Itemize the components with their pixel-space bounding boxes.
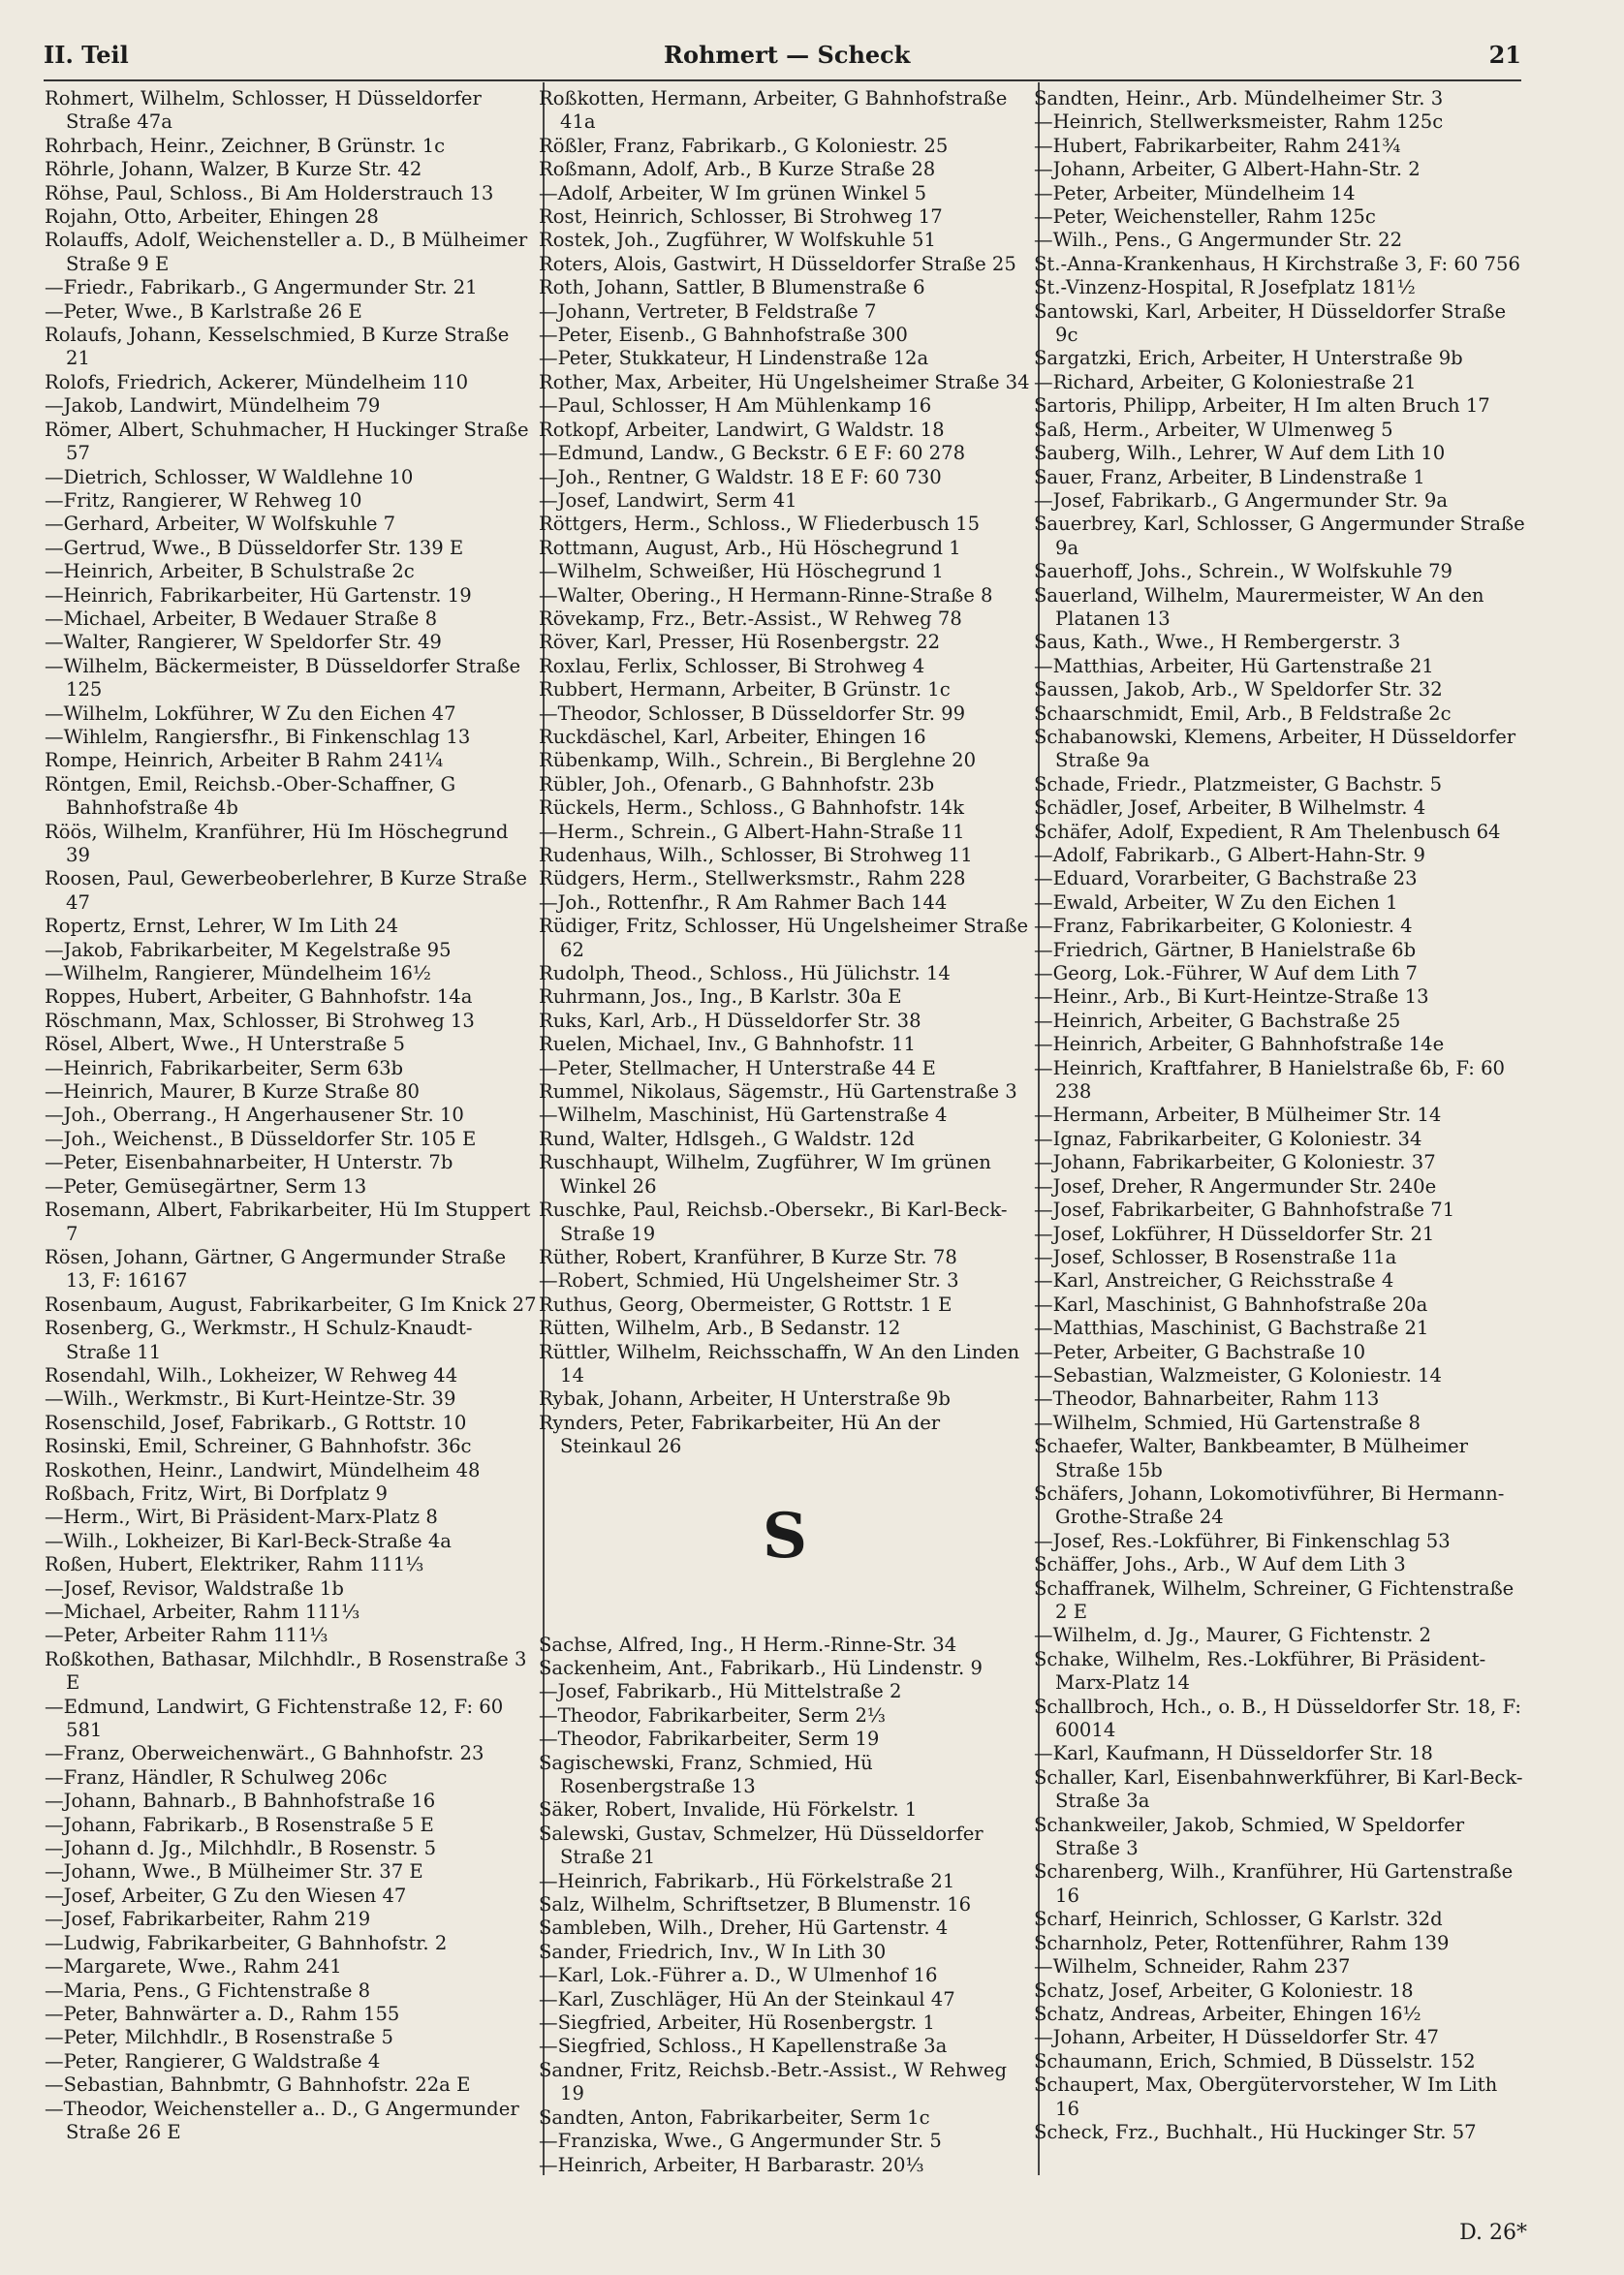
directory-entry: Ruschhaupt, Wilhelm, Zugführer, W Im grünen Winkel 26 — [539, 1151, 991, 1198]
directory-entry: Röös, Wilhelm, Kranführer, Hü Im Höschegrund 39 — [45, 820, 509, 866]
directory-entry: Sackenheim, Ant., Fabrikarb., Hü Lindenstr. 9 — [539, 1656, 983, 1679]
directory-entry: —Peter, Bahnwärter a. D., Rahm 155 — [45, 2002, 400, 2025]
directory-entry: —Johann, Arbeiter, G Albert-Hahn-Str. 2 — [1034, 158, 1421, 181]
directory-entry: —Heinrich, Kraftfahrer, B Hanielstraße 6b, F: 60 238 — [1034, 1056, 1505, 1104]
directory-entry: Rotkopf, Arbeiter, Landwirt, G Waldstr. 18 — [539, 418, 945, 441]
directory-entry: Rolauffs, Adolf, Weichensteller a. D., B Mülheimer Straße 9 E — [45, 229, 528, 275]
directory-entry: —Herm., Wirt, Bi Präsident-Marx-Platz 8 — [45, 1506, 438, 1529]
directory-entry: —Josef, Fabrikarb., Hü Mittelstraße 2 — [539, 1680, 902, 1703]
directory-entry: Ruckdäschel, Karl, Arbeiter, Ehingen 16 — [539, 725, 926, 748]
directory-entry: Roppes, Hubert, Arbeiter, G Bahnhofstr. 14a — [45, 985, 473, 1009]
directory-entry: Sandten, Heinr., Arb. Mündelheimer Str. 3 — [1034, 87, 1444, 109]
directory-entry: —Theodor, Weichensteller a.. D., G Angermunder Straße 26 E — [45, 2097, 519, 2143]
directory-entry: —Peter, Arbeiter, G Bachstraße 10 — [1034, 1340, 1366, 1363]
directory-entry: —Josef, Landwirt, Serm 41 — [539, 488, 797, 512]
directory-entry: Saß, Herm., Arbeiter, W Ulmenweg 5 — [1034, 418, 1393, 441]
directory-entry: Schaumann, Erich, Schmied, B Düsselstr. 152 — [1034, 2049, 1476, 2072]
directory-entry: Rückels, Herm., Schloss., G Bahnhofstr. 14k — [539, 796, 965, 820]
directory-entry: —Walter, Rangierer, W Speldorfer Str. 49 — [45, 631, 442, 654]
directory-entry: Säker, Robert, Invalide, Hü Förkelstr. 1 — [539, 1798, 918, 1822]
directory-entry: Rojahn, Otto, Arbeiter, Ehingen 28 — [45, 205, 379, 229]
directory-entry: Roxlau, Ferlix, Schlosser, Bi Strohweg 4 — [539, 654, 925, 677]
directory-entry: —Wilhelm, Schweißer, Hü Höschegrund 1 — [539, 560, 944, 583]
directory-entry: Roßen, Hubert, Elektriker, Rahm 111⅓ — [45, 1553, 424, 1576]
directory-entry: —Josef, Revisor, Waldstraße 1b — [45, 1576, 344, 1600]
directory-entry: Schaefer, Walter, Bankbeamter, B Mülheimer Straße 15b — [1034, 1435, 1469, 1481]
directory-entry: St.-Anna-Krankenhaus, H Kirchstraße 3, F: 60 756 — [1034, 252, 1520, 275]
directory-entry: Sander, Friedrich, Inv., W In Lith 30 — [539, 1940, 887, 1963]
directory-entry: Sauerland, Wilhelm, Maurermeister, W An den Platanen 13 — [1034, 583, 1484, 630]
directory-entry: —Jakob, Fabrikarbeiter, M Kegelstraße 95 — [45, 938, 452, 961]
directory-entry: Roßkothen, Bathasar, Milchhdlr., B Rosenstraße 3 E — [45, 1647, 527, 1695]
directory-entry: Schaffranek, Wilhelm, Schreiner, G Fichtenstraße 2 E — [1034, 1576, 1515, 1623]
directory-entry: —Jakob, Landwirt, Mündelheim 79 — [45, 394, 381, 418]
directory-entry: —Johann, Wwe., B Mülheimer Str. 37 E — [45, 1860, 423, 1884]
directory-entry: Schatz, Andreas, Arbeiter, Ehingen 16½ — [1034, 2002, 1421, 2025]
directory-entry: Sandten, Anton, Fabrikarbeiter, Serm 1c — [539, 2105, 930, 2129]
directory-entry: —Peter, Gemüsegärtner, Serm 13 — [45, 1174, 367, 1198]
directory-entry: Roßbach, Fritz, Wirt, Bi Dorfplatz 9 — [45, 1481, 388, 1505]
directory-entry: —Josef, Fabrikarbeiter, Rahm 219 — [45, 1908, 371, 1931]
directory-entry: Roßmann, Adolf, Arb., B Kurze Straße 28 — [539, 158, 936, 181]
directory-entry: Salz, Wilhelm, Schriftsetzer, B Blumenstr. 16 — [539, 1893, 972, 1917]
directory-entry: —Karl, Zuschläger, Hü An der Steinkaul 47 — [539, 1987, 955, 2010]
directory-entry: —Ewald, Arbeiter, W Zu den Eichen 1 — [1034, 890, 1398, 914]
header-rule — [44, 79, 1521, 81]
directory-entry: Roosen, Paul, Gewerbeoberlehrer, B Kurze Straße 47 — [45, 867, 527, 914]
directory-entry: Scharf, Heinrich, Schlosser, G Karlstr. 32d — [1034, 1908, 1443, 1931]
column-1 — [45, 87, 537, 2144]
directory-entry: —Josef, Fabrikarb., G Angermunder Str. 9a — [1034, 488, 1448, 512]
directory-entry: —Karl, Lok.-Führer a. D., W Ulmenhof 16 — [539, 1964, 938, 1987]
directory-entry: —Sebastian, Walzmeister, G Koloniestr. 14 — [1034, 1363, 1442, 1387]
directory-entry: —Heinrich, Maurer, B Kurze Straße 80 — [45, 1080, 420, 1104]
directory-entry: —Matthias, Maschinist, G Bachstraße 21 — [1034, 1317, 1429, 1340]
directory-entry: —Edmund, Landwirt, G Fichtenstraße 12, F: 60 581 — [45, 1695, 504, 1742]
directory-entry: Scheck, Frz., Buchhalt., Hü Huckinger Str. 57 — [1034, 2120, 1477, 2143]
column-2-r-entries — [539, 87, 1031, 1459]
directory-entry: Sambleben, Wilh., Dreher, Hü Gartenstr. 4 — [539, 1917, 949, 1940]
directory-entry: Rohrbach, Heinr., Zeichner, B Grünstr. 1c — [45, 134, 446, 157]
directory-entry: —Franziska, Wwe., G Angermunder Str. 5 — [539, 2130, 942, 2153]
directory-entry: Rolaufs, Johann, Kesselschmied, B Kurze Straße 21 — [45, 324, 510, 370]
directory-entry: St.-Vinzenz-Hospital, R Josefplatz 181½ — [1034, 276, 1416, 299]
directory-entry: Ruhrmann, Jos., Ing., B Karlstr. 30a E — [539, 985, 902, 1009]
directory-entry: —Ignaz, Fabrikarbeiter, G Koloniestr. 34 — [1034, 1127, 1422, 1150]
directory-entry: —Sebastian, Bahnbmtr, G Bahnhofstr. 22a E — [45, 2073, 471, 2097]
directory-entry: —Wilhelm, Schneider, Rahm 237 — [1034, 1955, 1351, 1979]
directory-entry: Ruschke, Paul, Reichsb.-Obersekr., Bi Karl-Beck-Straße 19 — [539, 1199, 1008, 1245]
directory-entry: —Johann d. Jg., Milchhdlr., B Rosenstr. 5 — [45, 1837, 437, 1860]
directory-entry: Schäffer, Johs., Arb., W Auf dem Lith 3 — [1034, 1553, 1406, 1576]
directory-entry: Rottmann, August, Arb., Hü Höschegrund 1 — [539, 536, 961, 559]
directory-entry: —Peter, Weichensteller, Rahm 125c — [1034, 205, 1376, 229]
directory-entry: Schädler, Josef, Arbeiter, B Wilhelmstr. 4 — [1034, 796, 1426, 820]
directory-entry: Schaller, Karl, Eisenbahnwerkführer, Bi Karl-Beck-Straße 3a — [1034, 1765, 1523, 1813]
directory-entry: —Maria, Pens., G Fichtenstraße 8 — [45, 1979, 371, 2002]
directory-entry: —Wilh., Pens., G Angermunder Str. 22 — [1034, 229, 1403, 252]
directory-entry: —Theodor, Fabrikarbeiter, Serm 2⅓ — [539, 1703, 886, 1727]
directory-entry: —Peter, Arbeiter Rahm 111⅓ — [45, 1624, 328, 1647]
directory-entry: —Adolf, Arbeiter, W Im grünen Winkel 5 — [539, 181, 927, 204]
column-3 — [1034, 87, 1526, 2144]
directory-entry: Röhse, Paul, Schloss., Bi Am Holderstrauch 13 — [45, 181, 494, 204]
directory-entry: Santowski, Karl, Arbeiter, H Düsseldorfer Straße 9c — [1034, 299, 1507, 347]
directory-entry: Sauerbrey, Karl, Schlosser, G Angermunder Straße 9a — [1034, 513, 1525, 559]
directory-entry: —Heinrich, Stellwerksmeister, Rahm 125c — [1034, 110, 1444, 134]
directory-entry: —Joh., Oberrang., H Angerhausener Str. 10 — [45, 1104, 464, 1127]
directory-entry: Rynders, Peter, Fabrikarbeiter, Hü An der Steinkaul 26 — [539, 1411, 941, 1458]
directory-entry: —Heinrich, Fabrikarb., Hü Förkelstraße 21 — [539, 1869, 955, 1892]
directory-entry: —Gerhard, Arbeiter, W Wolfskuhle 7 — [45, 513, 396, 536]
directory-entry: Rosenschild, Josef, Fabrikarb., G Rottstr. 10 — [45, 1411, 467, 1434]
directory-entry: Sauerhoff, Johs., Schrein., W Wolfskuhle 79 — [1034, 560, 1453, 583]
directory-entry: Röntgen, Emil, Reichsb.-Ober-Schaffner, G Bahnhofstraße 4b — [45, 772, 456, 820]
page-header — [44, 41, 1521, 74]
directory-entry: Schankweiler, Jakob, Schmied, W Speldorfer Straße 3 — [1034, 1813, 1465, 1860]
directory-entry: —Wilh., Werkmstr., Bi Kurt-Heintze-Str. 39 — [45, 1387, 456, 1411]
directory-entry: Schaupert, Max, Obergütervorsteher, W Im Lith 16 — [1034, 2073, 1498, 2120]
directory-entry: —Heinrich, Arbeiter, B Schulstraße 2c — [45, 560, 415, 583]
directory-entry: —Robert, Schmied, Hü Ungelsheimer Str. 3 — [539, 1269, 959, 1293]
directory-entry: —Heinrich, Arbeiter, H Barbarastr. 20⅓ — [539, 2153, 924, 2176]
directory-entry: Sachse, Alfred, Ing., H Herm.-Rinne-Str. 34 — [539, 1633, 957, 1656]
directory-entry: —Joh., Rentner, G Waldstr. 18 E F: 60 730 — [539, 465, 942, 488]
directory-entry: —Michael, Arbeiter, B Wedauer Straße 8 — [45, 607, 438, 630]
directory-entry: Saussen, Jakob, Arb., W Speldorfer Str. 32 — [1034, 678, 1443, 701]
directory-entry: —Peter, Eisenbahnarbeiter, H Unterstr. 7b — [45, 1151, 453, 1174]
directory-entry: Rolofs, Friedrich, Ackerer, Mündelheim 110 — [45, 370, 469, 393]
directory-entry: —Josef, Lokführer, H Düsseldorfer Str. 21 — [1034, 1222, 1435, 1245]
directory-entry: —Joh., Weichenst., B Düsseldorfer Str. 105 E — [45, 1127, 477, 1150]
directory-entry: —Michael, Arbeiter, Rahm 111⅓ — [45, 1601, 360, 1623]
directory-entry: Sargatzki, Erich, Arbeiter, H Unterstraße 9b — [1034, 347, 1463, 370]
directory-entry: Rüttler, Wilhelm, Reichsschaffn, W An den Linden 14 — [539, 1340, 1020, 1387]
directory-entry: Rütten, Wilhelm, Arb., B Sedanstr. 12 — [539, 1317, 901, 1340]
directory-entry: —Hermann, Arbeiter, B Mülheimer Str. 14 — [1034, 1104, 1442, 1127]
directory-entry: Rübler, Joh., Ofenarb., G Bahnhofstr. 23b — [539, 772, 935, 795]
directory-entry: Sandner, Fritz, Reichsb.-Betr.-Assist., W Rehweg 19 — [539, 2058, 1008, 2105]
directory-entry: —Matthias, Arbeiter, Hü Gartenstraße 21 — [1034, 654, 1434, 677]
directory-entry: Rubbert, Hermann, Arbeiter, B Grünstr. 1c — [539, 678, 951, 701]
directory-entry: —Wilhelm, Rangierer, Mündelheim 16½ — [45, 962, 431, 985]
directory-entry: Sagischewski, Franz, Schmied, Hü Rosenbergstraße 13 — [539, 1751, 873, 1797]
directory-entry: —Wilhelm, Schmied, Hü Gartenstraße 8 — [1034, 1411, 1421, 1434]
directory-entry: —Josef, Arbeiter, G Zu den Wiesen 47 — [45, 1884, 407, 1907]
directory-entry: —Wilhelm, d. Jg., Maurer, G Fichtenstr. 2 — [1034, 1624, 1432, 1647]
directory-entry: —Franz, Oberweichenwärt., G Bahnhofstr. 23 — [45, 1742, 484, 1765]
directory-entry: Schallbroch, Hch., o. B., H Düsseldorfer Str. 18, F: 60014 — [1034, 1695, 1521, 1742]
directory-entry: Rüther, Robert, Kranführer, B Kurze Str. 78 — [539, 1245, 957, 1268]
directory-entry: Rövekamp, Frz., Betr.-Assist., W Rehweg 78 — [539, 607, 962, 630]
directory-entry: Rosendahl, Wilh., Lokheizer, W Rehweg 44 — [45, 1363, 458, 1387]
directory-entry: Ruks, Karl, Arb., H Düsseldorfer Str. 38 — [539, 1009, 921, 1032]
directory-entry: Rostek, Joh., Zugführer, W Wolfskuhle 51 — [539, 229, 936, 252]
column-2 — [539, 87, 1031, 2177]
directory-entry: —Edmund, Landw., G Beckstr. 6 E F: 60 278 — [539, 442, 966, 465]
directory-entry: Rösel, Albert, Wwe., H Unterstraße 5 — [45, 1033, 406, 1056]
directory-entry: —Wilh., Lokheizer, Bi Karl-Beck-Straße 4a — [45, 1529, 452, 1552]
directory-entry: Ropertz, Ernst, Lehrer, W Im Lith 24 — [45, 915, 399, 938]
directory-entry: —Franz, Händler, R Schulweg 206c — [45, 1765, 388, 1789]
directory-entry: —Peter, Wwe., B Karlstraße 26 E — [45, 299, 362, 323]
directory-entry: —Josef, Dreher, R Angermunder Str. 240e — [1034, 1174, 1437, 1198]
directory-entry: Röhrle, Johann, Walzer, B Kurze Str. 42 — [45, 158, 422, 181]
directory-entry: —Karl, Kaufmann, H Düsseldorfer Str. 18 — [1034, 1742, 1433, 1765]
directory-entry: Ruelen, Michael, Inv., G Bahnhofstr. 11 — [539, 1033, 917, 1056]
directory-entry: Rösen, Johann, Gärtner, G Angermunder Straße 13, F: 16167 — [45, 1245, 507, 1293]
directory-entry: —Theodor, Bahnarbeiter, Rahm 113 — [1034, 1387, 1380, 1411]
directory-entry: —Fritz, Rangierer, W Rehweg 10 — [45, 488, 362, 512]
directory-entry: Rohmert, Wilhelm, Schlosser, H Düsseldorfer Straße 47a — [45, 87, 482, 134]
directory-entry: —Theodor, Schlosser, B Düsseldorfer Str. 99 — [539, 701, 966, 725]
directory-entry: —Josef, Schlosser, B Rosenstraße 11a — [1034, 1245, 1397, 1268]
directory-entry: Schaarschmidt, Emil, Arb., B Feldstraße 2c — [1034, 701, 1452, 725]
directory-entry: Rübenkamp, Wilh., Schrein., Bi Berglehne 20 — [539, 749, 977, 772]
directory-entry: Sauberg, Wilh., Lehrer, W Auf dem Lith 10 — [1034, 442, 1446, 465]
directory-entry: —Peter, Eisenb., G Bahnhofstraße 300 — [539, 324, 908, 347]
directory-entry: —Herm., Schrein., G Albert-Hahn-Straße 11 — [539, 820, 965, 843]
directory-entry: Schake, Wilhelm, Res.-Lokführer, Bi Präsident-Marx-Platz 14 — [1034, 1647, 1486, 1695]
directory-entry: —Heinrich, Arbeiter, G Bachstraße 25 — [1034, 1009, 1401, 1032]
directory-entry: —Josef, Res.-Lokführer, Bi Finkenschlag 53 — [1034, 1529, 1451, 1552]
directory-entry: Rost, Heinrich, Schlosser, Bi Strohweg 17 — [539, 205, 943, 229]
directory-entry: Scharenberg, Wilh., Kranführer, Hü Gartenstraße 16 — [1034, 1860, 1514, 1907]
directory-entry: —Heinr., Arb., Bi Kurt-Heintze-Straße 13 — [1034, 985, 1429, 1009]
directory-entry: —Eduard, Vorarbeiter, G Bachstraße 23 — [1034, 867, 1418, 890]
directory-entry: Sartoris, Philipp, Arbeiter, H Im alten Bruch 17 — [1034, 394, 1490, 418]
directory-entry: Schäfers, Johann, Lokomotivführer, Bi Hermann-Grothe-Straße 24 — [1034, 1481, 1505, 1529]
directory-entry: —Siegfried, Schloss., H Kapellenstraße 3a — [539, 2035, 948, 2058]
directory-entry: —Peter, Stellmacher, H Unterstraße 44 E — [539, 1056, 936, 1079]
directory-entry: Scharnholz, Peter, Rottenführer, Rahm 139 — [1034, 1931, 1450, 1954]
directory-entry: Roskothen, Heinr., Landwirt, Mündelheim 48 — [45, 1458, 481, 1481]
directory-entry: Rybak, Johann, Arbeiter, H Unterstraße 9b — [539, 1387, 951, 1411]
directory-entry: Roßkotten, Hermann, Arbeiter, G Bahnhofstraße 41a — [539, 87, 1008, 134]
directory-entry: Rummel, Nikolaus, Sägemstr., Hü Gartenstraße 3 — [539, 1080, 1017, 1104]
directory-entry: —Karl, Anstreicher, G Reichsstraße 4 — [1034, 1269, 1394, 1293]
directory-entry: —Gertrud, Wwe., B Düsseldorfer Str. 139 E — [45, 536, 464, 559]
directory-entry: Rüdgers, Herm., Stellwerksmstr., Rahm 228 — [539, 867, 966, 890]
directory-entry: Schäfer, Adolf, Expedient, R Am Thelenbusch 64 — [1034, 820, 1501, 843]
directory-entry: —Dietrich, Schlosser, W Waldlehne 10 — [45, 465, 414, 488]
column-2-s-entries — [539, 1634, 1031, 2177]
directory-entry: Rosenberg, G., Werkmstr., H Schulz-Knaudt-Straße 11 — [45, 1317, 473, 1363]
directory-entry: Rudenhaus, Wilh., Schlosser, Bi Strohweg 11 — [539, 844, 973, 866]
directory-entry: —Johann, Bahnarb., B Bahnhofstraße 16 — [45, 1790, 436, 1813]
directory-entry: —Peter, Arbeiter, Mündelheim 14 — [1034, 181, 1356, 204]
directory-entry: —Johann, Fabrikarb., B Rosenstraße 5 E — [45, 1813, 434, 1836]
directory-entry: —Wihlelm, Rangiersfhr., Bi Finkenschlag 13 — [45, 725, 471, 748]
directory-entry: Rund, Walter, Hdlsgeh., G Waldstr. 12d — [539, 1127, 915, 1150]
directory-entry: —Heinrich, Arbeiter, G Bahnhofstraße 14e — [1034, 1033, 1445, 1056]
directory-entry: —Paul, Schlosser, H Am Mühlenkamp 16 — [539, 394, 932, 418]
directory-entry: —Heinrich, Fabrikarbeiter, Serm 63b — [45, 1056, 404, 1079]
directory-entry: Röschmann, Max, Schlosser, Bi Strohweg 13 — [45, 1009, 475, 1032]
directory-entry: —Theodor, Fabrikarbeiter, Serm 19 — [539, 1728, 880, 1751]
directory-entry: —Johann, Arbeiter, H Düsseldorfer Str. 47 — [1034, 2026, 1439, 2049]
directory-entry: Rosemann, Albert, Fabrikarbeiter, Hü Im Stuppert 7 — [45, 1199, 531, 1245]
directory-entry: —Ludwig, Fabrikarbeiter, G Bahnhofstr. 2 — [45, 1931, 448, 1954]
directory-entry: —Georg, Lok.-Führer, W Auf dem Lith 7 — [1034, 962, 1419, 985]
directory-entry: Römer, Albert, Schuhmacher, H Huckinger Straße 57 — [45, 418, 529, 465]
directory-entry: —Heinrich, Fabrikarbeiter, Hü Gartenstr. 19 — [45, 583, 472, 607]
directory-entry: —Josef, Fabrikarbeiter, G Bahnhofstraße 71 — [1034, 1199, 1455, 1222]
directory-entry: —Wilhelm, Lokführer, W Zu den Eichen 47 — [45, 701, 456, 725]
directory-entry: Roth, Johann, Sattler, B Blumenstraße 6 — [539, 276, 925, 299]
directory-entry: Rother, Max, Arbeiter, Hü Ungelsheimer Straße 34 — [539, 370, 1030, 393]
directory-entry: Schabanowski, Klemens, Arbeiter, H Düsseldorfer Straße 9a — [1034, 725, 1516, 772]
directory-entry: —Hubert, Fabrikarbeiter, Rahm 241¾ — [1034, 134, 1401, 157]
directory-entry: Schatz, Josef, Arbeiter, G Koloniestr. 18 — [1034, 1979, 1414, 2002]
directory-entry: Rudolph, Theod., Schloss., Hü Jülichstr. 14 — [539, 962, 951, 985]
directory-entry: —Siegfried, Arbeiter, Hü Rosenbergstr. 1 — [539, 2011, 935, 2035]
name-range: Rohmert — Scheck — [664, 41, 911, 69]
directory-entry: Schade, Friedr., Platzmeister, G Bachstr. 5 — [1034, 772, 1443, 795]
directory-entry: Salewski, Gustav, Schmelzer, Hü Düsseldorfer Straße 21 — [539, 1822, 984, 1869]
signature-mark: D. 26* — [1459, 2221, 1527, 2245]
directory-entry: —Peter, Milchhdlr., B Rosenstraße 5 — [45, 2026, 393, 2049]
directory-entry: —Peter, Stukkateur, H Lindenstraße 12a — [539, 347, 929, 370]
page-number: 21 — [1488, 41, 1521, 69]
directory-entry: Sauer, Franz, Arbeiter, B Lindenstraße 1 — [1034, 465, 1425, 488]
directory-entry: Rößler, Franz, Fabrikarb., G Koloniestr. 25 — [539, 134, 949, 157]
directory-entry: Rüdiger, Fritz, Schlosser, Hü Ungelsheimer Straße 62 — [539, 915, 1029, 961]
section-letter: S — [762, 1499, 808, 1573]
directory-entry: —Franz, Fabrikarbeiter, G Koloniestr. 4 — [1034, 915, 1413, 938]
directory-entry: Roters, Alois, Gastwirt, H Düsseldorfer Straße 25 — [539, 252, 1016, 275]
directory-entry: Röver, Karl, Presser, Hü Rosenbergstr. 22 — [539, 631, 941, 654]
directory-entry: —Walter, Obering., H Hermann-Rinne-Straße 8 — [539, 583, 993, 607]
part-label: II. Teil — [44, 41, 129, 69]
directory-entry: Rosenbaum, August, Fabrikarbeiter, G Im Knick 27 — [45, 1293, 537, 1316]
directory-entry: —Friedrich, Gärtner, B Hanielstraße 6b — [1034, 938, 1417, 961]
directory-entry: Röttgers, Herm., Schloss., W Fliederbusch 15 — [539, 513, 981, 536]
directory-entry: —Margarete, Wwe., Rahm 241 — [45, 1955, 342, 1979]
directory-entry: Ruthus, Georg, Obermeister, G Rottstr. 1 E — [539, 1293, 953, 1316]
directory-entry: —Richard, Arbeiter, G Koloniestraße 21 — [1034, 370, 1417, 393]
directory-entry: —Joh., Rottenfhr., R Am Rahmer Bach 144 — [539, 890, 948, 914]
directory-entry: —Johann, Vertreter, B Feldstraße 7 — [539, 299, 877, 323]
directory-entry: —Wilhelm, Bäckermeister, B Düsseldorfer Straße 125 — [45, 654, 521, 701]
directory-entry: Saus, Kath., Wwe., H Rembergerstr. 3 — [1034, 631, 1401, 654]
directory-entry: Rosinski, Emil, Schreiner, G Bahnhofstr. 36c — [45, 1435, 472, 1458]
directory-entry: —Friedr., Fabrikarb., G Angermunder Str. 21 — [45, 276, 478, 299]
directory-entry: —Karl, Maschinist, G Bahnhofstraße 20a — [1034, 1293, 1428, 1316]
directory-entry: —Wilhelm, Maschinist, Hü Gartenstraße 4 — [539, 1104, 948, 1127]
directory-entry: —Adolf, Fabrikarb., G Albert-Hahn-Str. 9 — [1034, 844, 1425, 866]
directory-entry: Rompe, Heinrich, Arbeiter B Rahm 241¼ — [45, 749, 444, 772]
directory-entry: —Johann, Fabrikarbeiter, G Koloniestr. 37 — [1034, 1151, 1436, 1174]
directory-entry: —Peter, Rangierer, G Waldstraße 4 — [45, 2049, 381, 2072]
